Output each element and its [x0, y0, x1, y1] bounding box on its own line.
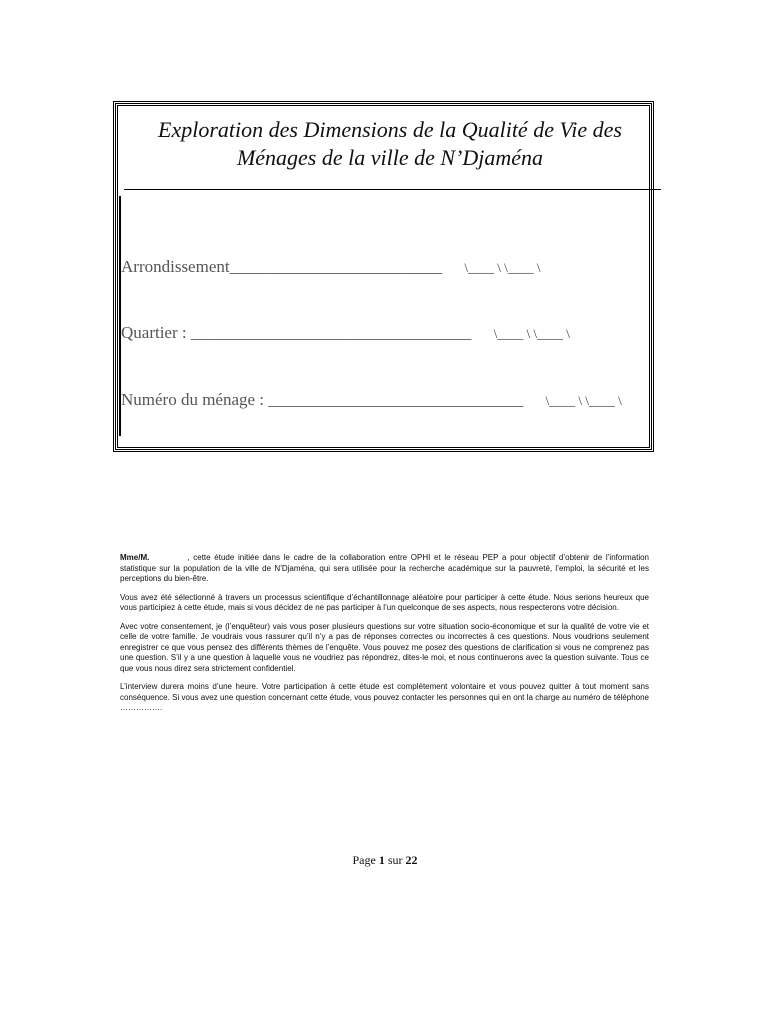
- page-middle: sur: [384, 853, 406, 867]
- consent-paragraph-1: [120, 553, 649, 585]
- field-numero-menage: [121, 390, 622, 410]
- consent-paragraph-4: L’interview durera moins d’une heure. Votre participation à cette étude est complètement volontaire et vous pouvez quitter à tout moment sans conséquence. Si vous avez une question concernant cette étude, vous pouvez contacter les personnes qui en ont la charge au numéro de téléphone …………….: [120, 682, 649, 712]
- page-number: [0, 853, 770, 868]
- field-arrondissement-code: \____ \ \____ \: [464, 260, 541, 275]
- page-total: 22: [405, 853, 418, 867]
- consent-lead: Mme/M.: [120, 553, 150, 562]
- field-quartier-label: Quartier : _________________________________: [121, 323, 472, 342]
- title-underline: [124, 189, 661, 190]
- field-arrondissement-label: Arrondissement_________________________: [121, 257, 443, 276]
- document-title: [120, 116, 660, 172]
- consent-paragraph-1-text: , cette étude initiée dans le cadre de la collaboration entre OPHI et le réseau PEP a pour objectif d’obtenir de l’information statistique sur la population de la ville de N’Djaména, qui sera utilisée pour la recherche académique sur la pauvreté, l’emploi, la sécurité et les perceptions du bien-être.: [120, 553, 649, 583]
- field-quartier: [121, 323, 570, 343]
- consent-paragraph-3: Avec votre consentement, je (l’enquêteur) vais vous poser plusieurs questions sur votre situation socio-économique et sur la qualité de votre vie et celle de votre famille. Je voudrais vous rassurer qu’il n’y a pas de réponses correctes ou incorrectes à ces questions. Nous voudrions seulement enregistrer ce que vous pensez des différents thèmes de l’enquête. Vous pouvez me posez des questions de clarification si vous ne comprenez pas une question. S’il y a une question à laquelle vous ne voudriez pas répondrez, dites-le moi, et nous continuerons avec la question suivante. Tous ce que vous nous direz sera strictement confidentiel.: [120, 621, 649, 673]
- page-prefix: Page: [352, 853, 379, 867]
- field-arrondissement: [121, 257, 541, 277]
- consent-paragraph-2: Vous avez été sélectionné à travers un processus scientifique d’échantillonnage aléatoire pour participer à cette étude. Nous serions heureux que vous participiez à cette étude, mais si vous décidez de ne pas participer à l’un quelconque de ses aspects, nous respecterons votre décision.: [120, 592, 649, 612]
- field-numero-menage-label: Numéro du ménage : ______________________________: [121, 390, 524, 409]
- field-numero-menage-code: \____ \ \____ \: [545, 393, 622, 408]
- page-current: 1: [378, 853, 385, 867]
- field-quartier-code: \____ \ \____ \: [493, 326, 570, 341]
- consent-text: [120, 553, 649, 722]
- title-line-1: Exploration des Dimensions de la Qualité de Vie des: [158, 117, 622, 142]
- title-line-2: Ménages de la ville de N’Djaména: [236, 145, 544, 170]
